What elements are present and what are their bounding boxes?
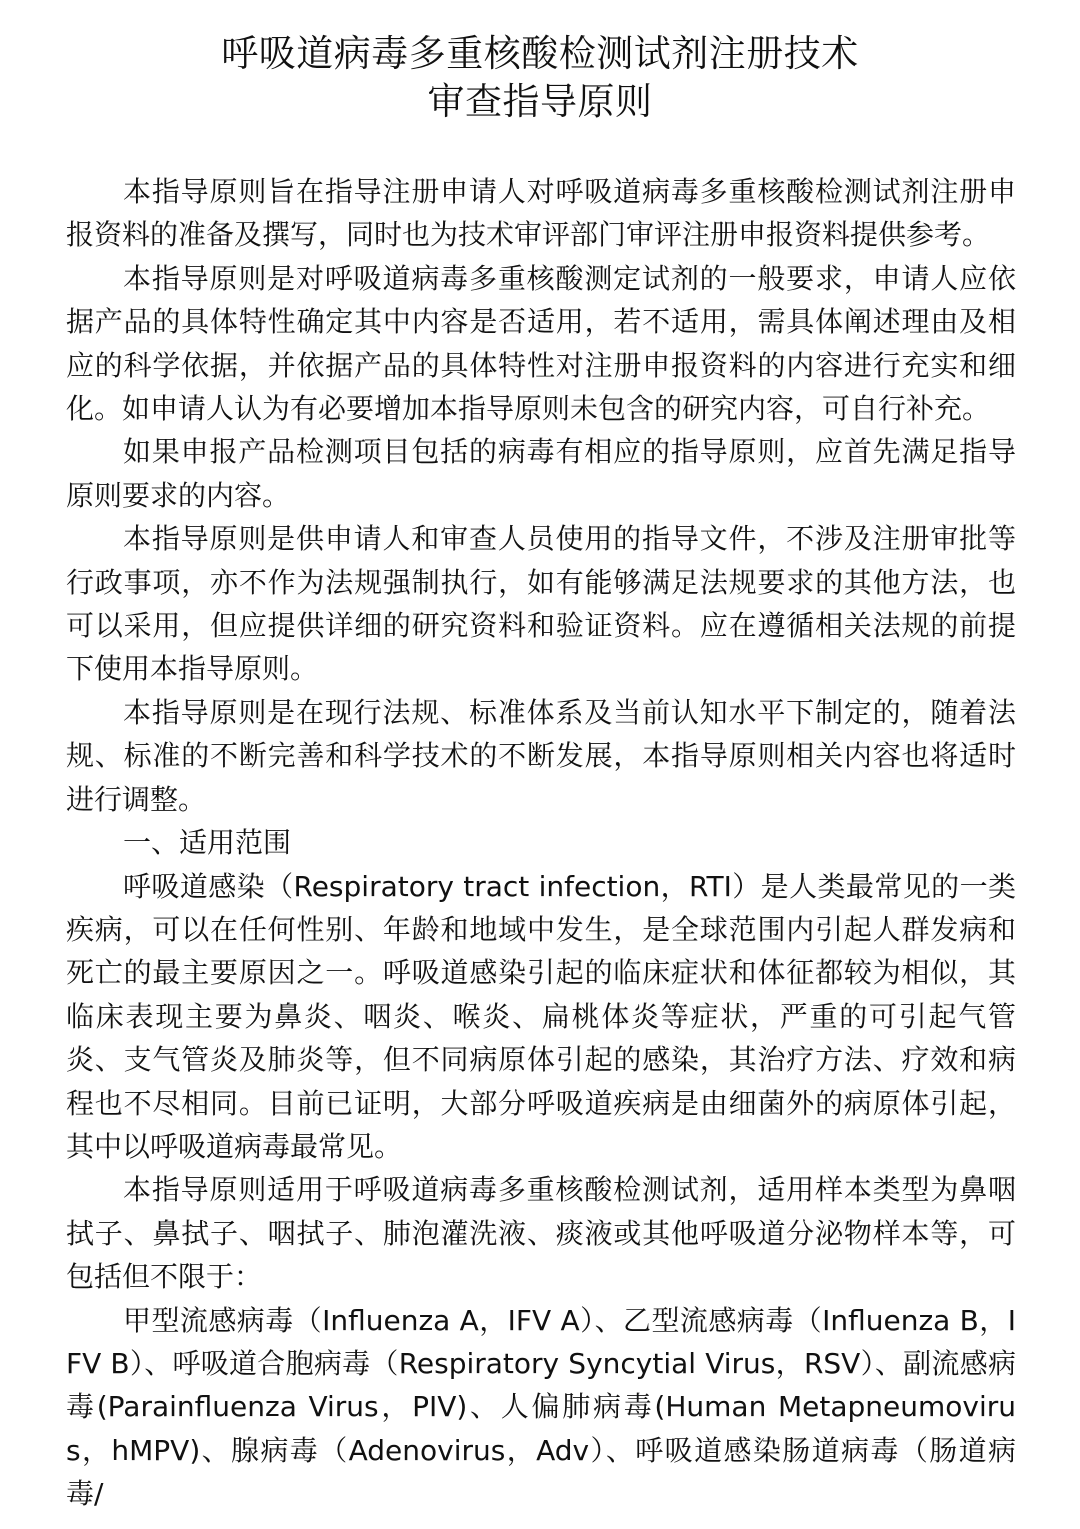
paragraph-specific-guidelines: 如果申报产品检测项目包括的病毒有相应的指导原则，应首先满足指导原则要求的内容。: [66, 435, 1016, 512]
paragraph-usage-scope: 本指导原则是供申请人和审查人员使用的指导文件，不涉及注册审批等行政事项，亦不作为法规强制执行，如有能够满足法规要求的其他方法，也可以采用，但应提供详细的研究资料和验证资料。应在遵循相关法规的前提下使用本指导原则。: [66, 522, 1016, 686]
paragraph-rti-background: 呼吸道感染（Respiratory tract infection，RTI）是人类最常见的一类疾病，可以在任何性别、年龄和地域中发生，是全球范围内引起人群发病和死亡的最主要原因之一。呼吸道感染引起的临床症状和体征都较为相似，其临床表现主要为鼻炎、咽炎、喉炎、扁桃体炎等症状，严重的可引起气管炎、支气管炎及肺炎等，但不同病原体引起的感染，其治疗方法、疗效和病程也不尽相同。目前已证明，大部分呼吸道疾病是由细菌外的病原体引起，其中以呼吸道病毒最常见。: [66, 869, 1016, 1163]
document-title-line-2: 审查指导原则: [427, 80, 653, 123]
paragraph-purpose: 本指导原则旨在指导注册申请人对呼吸道病毒多重核酸检测试剂注册申报资料的准备及撰写，同时也为技术审评部门审评注册申报资料提供参考。: [66, 175, 1016, 252]
paragraph-revision-note: 本指导原则是在现行法规、标准体系及当前认知水平下制定的，随着法规、标准的不断完善和科学技术的不断发展，本指导原则相关内容也将适时进行调整。: [66, 695, 1016, 816]
document-title-line-1: 呼吸道病毒多重核酸检测试剂注册技术: [221, 32, 859, 75]
document-body: [66, 170, 1016, 1516]
paragraph-general-requirements: 本指导原则是对呼吸道病毒多重核酸测定试剂的一般要求，申请人应依据产品的具体特性确定其中内容是否适用，若不适用，需具体阐述理由及相应的科学依据，并依据产品的具体特性对注册申报资料的内容进行充实和细化。如申请人认为有必要增加本指导原则未包含的研究内容，可自行补充。: [66, 261, 1016, 426]
paragraph-applicable-samples: 本指导原则适用于呼吸道病毒多重核酸检测试剂，适用样本类型为鼻咽拭子、鼻拭子、咽拭子、肺泡灌洗液、痰液或其他呼吸道分泌物样本等，可包括但不限于：: [66, 1173, 1016, 1294]
section-heading-scope: 一、适用范围: [123, 826, 292, 860]
paragraph-virus-list: 甲型流感病毒（Influenza A，IFV A）、乙型流感病毒（Influenza B，IFV B）、呼吸道合胞病毒（Respiratory Syncytial Virus，RSV）、副流感病毒(Parainfluenza Virus，PIV)、人偏肺病毒(Human Metapneumovirus，hMPV)、腺病毒（Adenovirus，Adv）、呼吸道感染肠道病毒（肠道病毒/: [66, 1303, 1016, 1511]
